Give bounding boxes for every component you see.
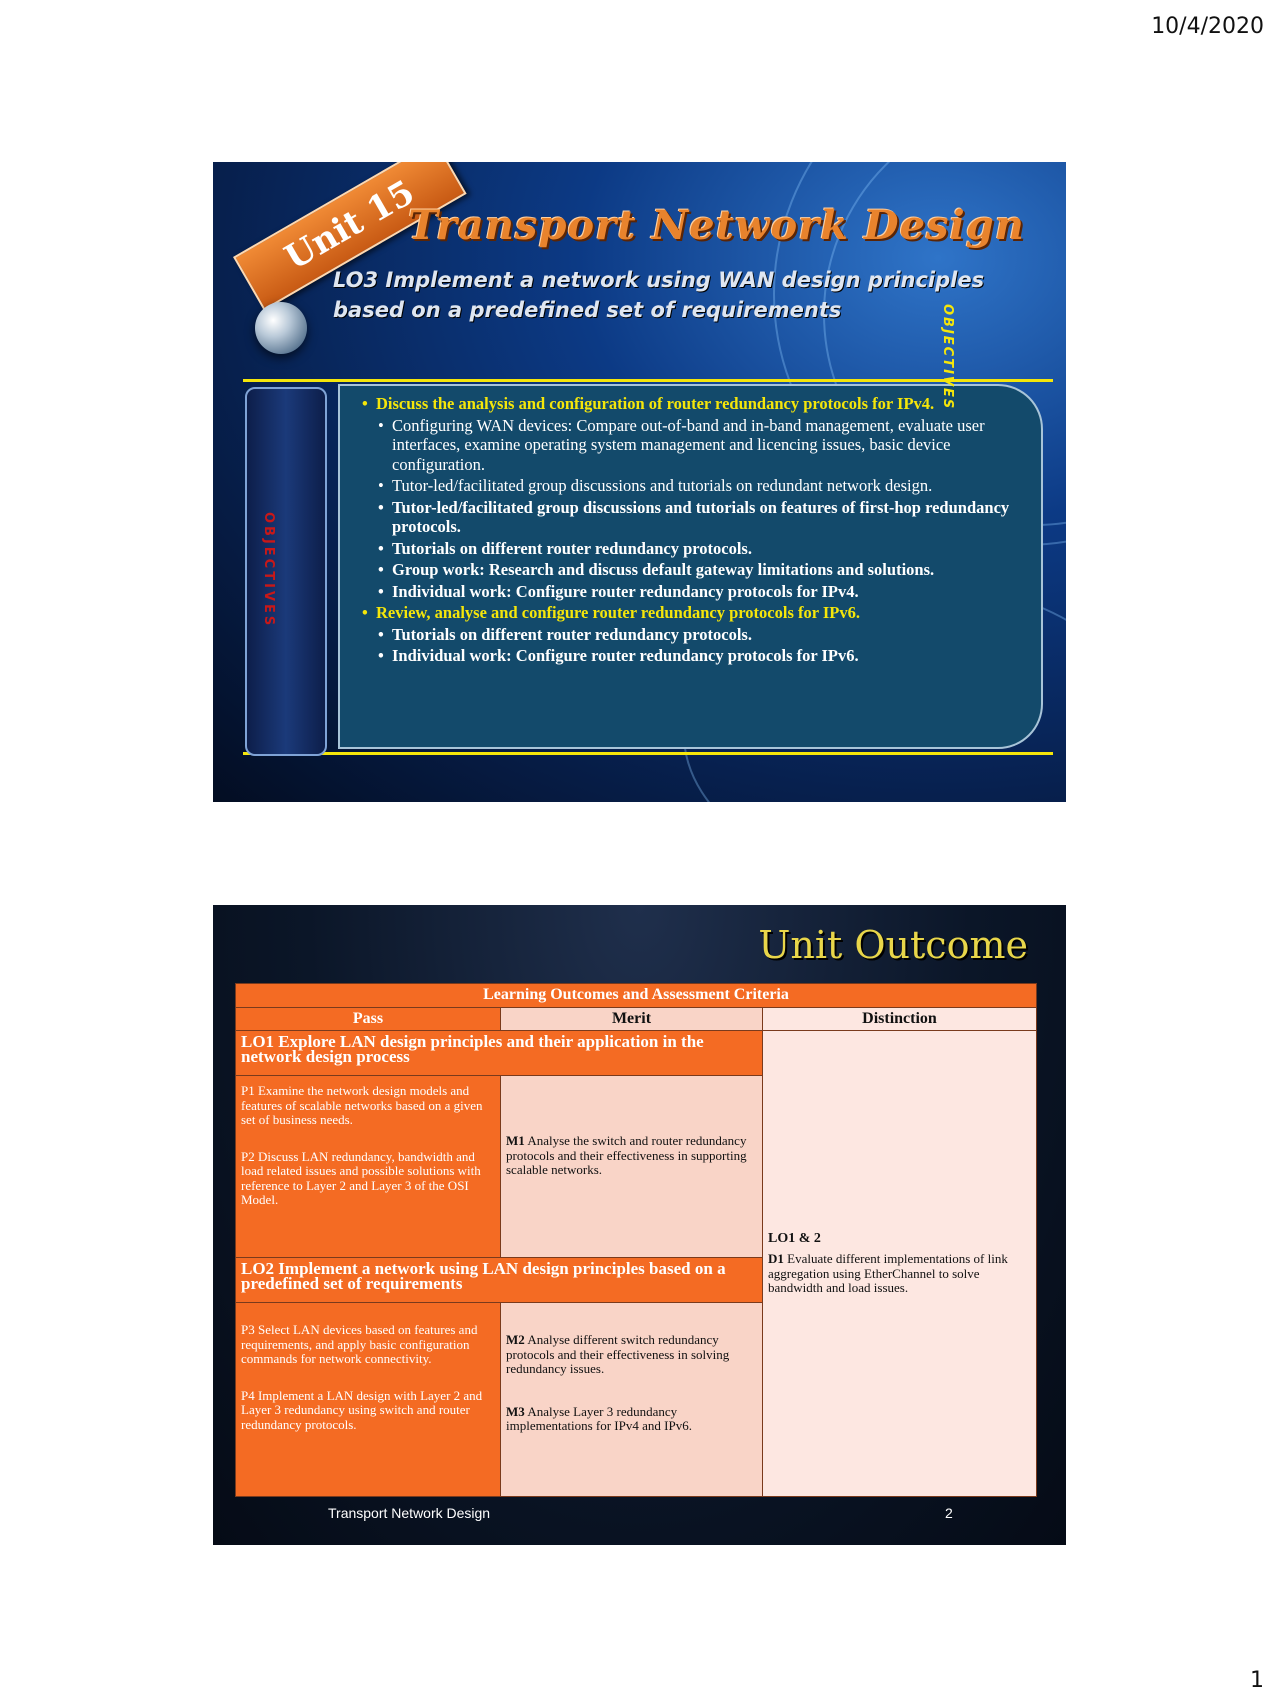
sub-bullet: • Configuring WAN devices: Compare out-of-band and in-band management, evaluate user interfaces, examine operating system management and licencing issues, basic device configuration. [376, 416, 1021, 475]
assessment-criteria-table [235, 983, 1037, 1497]
bullet-ipv4: • Discuss the analysis and configuration of router redundancy protocols for IPv4. [360, 394, 1021, 414]
pass-cell-lo2 [236, 1303, 501, 1497]
lo2-heading: LO2 Implement a network using LAN design principles based on a predefined set of requirements [236, 1258, 763, 1303]
merit-cell-lo1 [501, 1076, 763, 1258]
bullet-ipv6: • Review, analyse and configure router redundancy protocols for IPv6. [360, 603, 1021, 623]
distinction-heading: LO1 & 2 [768, 1230, 821, 1246]
d1-criterion: D1 Evaluate different implementations of link aggregation using EtherChannel to solve bandwidth and load issues. [768, 1251, 1008, 1295]
page-number: 1 [1250, 1668, 1264, 1693]
p2-criterion: P2 Discuss LAN redundancy, bandwidth and load related issues and possible solutions with reference to Layer 2 and Layer 3 of the OSI Model. [241, 1148, 481, 1207]
sub-bullet: • Group work: Research and discuss default gateway limitations and solutions. [376, 560, 1021, 580]
header-merit: Merit [501, 1007, 763, 1031]
vertical-objectives-label: OBJECTIVES [940, 304, 955, 411]
learning-outcome-heading: LO3 Implement a network using WAN design principles based on a predefined set of requirements [333, 268, 985, 322]
p1-criterion: P1 Examine the network design models and features of scalable networks based on a given set of business needs. [241, 1083, 483, 1127]
objectives-panel [338, 384, 1043, 749]
sub-bullet: • Tutor-led/facilitated group discussions and tutorials on redundant network design. [376, 476, 1021, 496]
objectives-label: OBJECTIVES [261, 512, 276, 629]
p3-criterion: P3 Select LAN devices based on features and requirements, and apply basic configuration commands for network connectivity. [241, 1322, 478, 1366]
sub-bullet: • Individual work: Configure router redundancy protocols for IPv6. [376, 646, 1021, 666]
slide-objectives [213, 162, 1066, 802]
header-pass: Pass [236, 1007, 501, 1031]
objectives-sidebar [245, 387, 327, 756]
pass-cell-lo1 [236, 1076, 501, 1258]
divider-line [243, 752, 1053, 755]
distinction-cell [763, 1031, 1037, 1497]
m2-criterion: M2 Analyse different switch redundancy protocols and their effectiveness in solving redundancy issues. [506, 1332, 730, 1376]
sub-bullet: • Tutor-led/facilitated group discussions and tutorials on features of first-hop redundancy protocols. [376, 498, 1021, 537]
m1-criterion: M1 Analyse the switch and router redundancy protocols and their effectiveness in supporting scalable networks. [506, 1133, 747, 1177]
slide-title: Transport Network Design [408, 202, 1025, 249]
divider-line [243, 379, 1053, 382]
sub-bullet: • Tutorials on different router redundancy protocols. [376, 625, 1021, 645]
header-distinction: Distinction [763, 1007, 1037, 1031]
sphere-ornament [255, 302, 307, 354]
slide-unit-outcome [213, 905, 1066, 1545]
slide-footer-title: Transport Network Design [328, 1505, 491, 1521]
slide-number: 2 [945, 1505, 953, 1521]
sub-bullet: • Individual work: Configure router redundancy protocols for IPv4. [376, 582, 1021, 602]
unit-badge: Unit 15 [233, 162, 467, 311]
print-date: 10/4/2020 [1151, 14, 1264, 39]
merit-cell-lo2 [501, 1303, 763, 1497]
sub-bullet: • Tutorials on different router redundancy protocols. [376, 539, 1021, 559]
lo1-heading: LO1 Explore LAN design principles and their application in the network design process [236, 1031, 763, 1076]
slide-title: Unit Outcome [758, 923, 1028, 967]
p4-criterion: P4 Implement a LAN design with Layer 2 and Layer 3 redundancy using switch and router redundancy protocols. [241, 1387, 483, 1432]
m3-criterion: M3 Analyse Layer 3 redundancy implementations for IPv4 and IPv6. [506, 1403, 692, 1433]
table-caption: Learning Outcomes and Assessment Criteria [236, 984, 1037, 1008]
